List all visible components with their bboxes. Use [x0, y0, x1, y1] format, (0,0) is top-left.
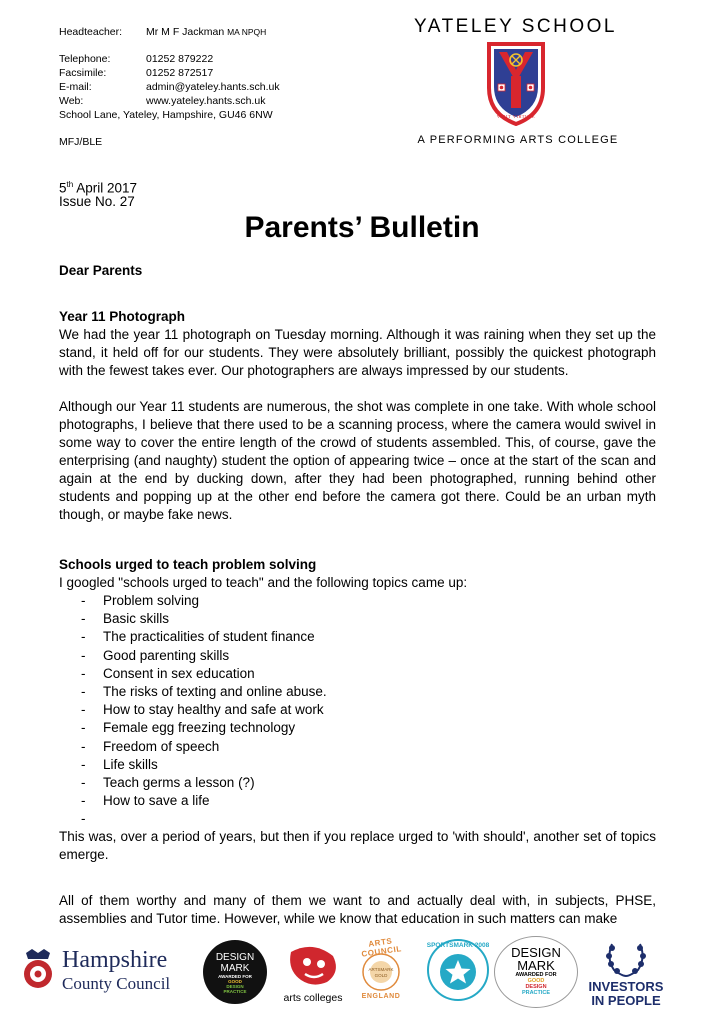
designmark-text: DESIGN: [215, 952, 255, 963]
headteacher-label: Headteacher:: [59, 26, 123, 38]
hampshire-line2: County Council: [62, 974, 171, 993]
designmark-text: DESIGN: [525, 984, 547, 990]
topics-list: [59, 592, 656, 828]
list-item: [59, 810, 656, 828]
page-title: Parents’ Bulletin: [244, 211, 480, 244]
headteacher-line: [59, 25, 266, 39]
arts-council-mid2: GOLD: [374, 973, 388, 978]
list-item: - Freedom of speech: [59, 738, 656, 756]
list-item: - The risks of texting and online abuse.: [59, 683, 656, 701]
list-item: - Life skills: [59, 756, 656, 774]
email-label: E-mail:: [59, 81, 92, 93]
iip-line2: IN PEOPLE: [591, 993, 661, 1008]
arts-colleges-mask-icon: [283, 942, 343, 988]
paragraph: We had the year 11 photograph on Tuesday morning. Although it was raining when they set up the stand, it held off for our students. They were absolutely brilliant, possibly the quickest photograph with the fewest takes ever. Our photographers are always impressed by our students.: [59, 327, 656, 378]
arts-council-mid1: ARTSMARK: [368, 967, 394, 972]
college-tagline: A PERFORMING ARTS COLLEGE: [417, 134, 619, 146]
arts-colleges-logo: [278, 942, 348, 1010]
email-link[interactable]: admin@yateley.hants.sch.uk: [146, 81, 280, 93]
section-problem-solving: [59, 556, 656, 928]
sportsmark-label: SPORTSMARK 2008: [426, 942, 490, 949]
iip-line1: INVESTORS: [588, 979, 664, 994]
school-name: YATELEY SCHOOL: [414, 16, 617, 37]
telephone-label: Telephone:: [59, 53, 111, 65]
designmark-text: AWARDED FOR: [218, 974, 252, 979]
hampshire-logo: [20, 945, 195, 1000]
footer-logos: [0, 930, 724, 1024]
paragraph: Although our Year 11 students are numerous, the shot was complete in one take. With whole school photographs, I believe that there used to be a scanning process, where the camera would swivel in some way to cover the entire length of the crowd of students assembled. This, of course, gave the enterprising (and naughty) student the option of appearing twice – once at the start of the scan and again at the end by ducking down, after they had been photographed, running behind other students and popping up at the other end before the camera got there. Could be an urban myth though, or maybe fake news.: [59, 399, 656, 522]
paragraph: All of them worthy and many of them we want to and actually deal with, in subjects, PHSE, assemblies and Tutor time. However, while we know that education in such matters can make: [59, 893, 656, 927]
headteacher-name: Mr M F Jackman: [146, 26, 225, 38]
designmark-text: MARK: [517, 958, 555, 973]
facsimile-label: Facsimile:: [59, 67, 107, 79]
list-item: - Basic skills: [59, 610, 656, 628]
arts-colleges-label: arts colleges: [283, 992, 343, 1004]
designmark-text: DESIGN: [511, 945, 561, 960]
designmark-black-logo: [203, 940, 267, 1004]
headteacher-post: MA NPQH: [227, 27, 267, 37]
designmark-text: AWARDED FOR: [515, 972, 557, 978]
list-item: - The practicalities of student finance: [59, 628, 656, 646]
designmark-text: PRACTICE: [521, 990, 551, 996]
salutation: Dear Parents: [59, 263, 143, 278]
date-day: 5: [59, 180, 67, 196]
arts-council-logo: [350, 936, 412, 1006]
designmark-text: GOOD: [228, 979, 242, 984]
contact-block: [59, 52, 280, 122]
list-item: - How to stay healthy and safe at work: [59, 701, 656, 719]
reference-code: MFJ/BLE: [59, 136, 103, 148]
investors-in-people-logo: [586, 938, 666, 1012]
designmark-text: GOOD: [527, 978, 545, 984]
paragraph: This was, over a period of years, but then if you replace urged to 'with should', another set of topics emerge.: [59, 829, 656, 863]
hampshire-line1: Hampshire: [62, 947, 168, 973]
list-item: - Good parenting skills: [59, 647, 656, 665]
list-item: - Problem solving: [59, 592, 656, 610]
crest-motto: VIRIT VIRTUTE: [496, 114, 536, 119]
school-crest: [485, 40, 547, 126]
school-address: School Lane, Yateley, Hampshire, GU46 6NW: [59, 109, 273, 121]
designmark-white-logo: [494, 936, 578, 1008]
designmark-text: DESIGN: [226, 984, 244, 989]
date-month-year: April 2017: [73, 180, 137, 196]
designmark-text: MARK: [220, 963, 250, 974]
telephone-value: 01252 879222: [146, 53, 214, 65]
list-item: - Consent in sex education: [59, 665, 656, 683]
hampshire-rose-icon: [20, 947, 56, 991]
list-item: - Female egg freezing technology: [59, 719, 656, 737]
laurel-wreath-icon: [604, 938, 648, 978]
paragraph: I googled "schools urged to teach" and the following topics came up:: [59, 575, 468, 590]
section-year11-photo: [59, 308, 656, 524]
list-item: - Teach germs a lesson (?): [59, 774, 656, 792]
list-item: - How to save a life: [59, 792, 656, 810]
web-link[interactable]: www.yateley.hants.sch.uk: [146, 95, 266, 107]
facsimile-value: 01252 872517: [146, 67, 214, 79]
web-label: Web:: [59, 95, 84, 107]
arts-council-top: ARTS COUNCIL: [360, 936, 403, 959]
sportsmark-logo: [426, 938, 490, 1004]
designmark-text: PRACTICE: [223, 989, 247, 994]
section-heading: Schools urged to teach problem solving: [59, 557, 317, 572]
arts-council-bottom: ENGLAND: [361, 993, 401, 1000]
issue-number: Issue No. 27: [59, 194, 135, 209]
date-suffix: th: [66, 180, 74, 189]
section-heading: Year 11 Photograph: [59, 309, 186, 324]
